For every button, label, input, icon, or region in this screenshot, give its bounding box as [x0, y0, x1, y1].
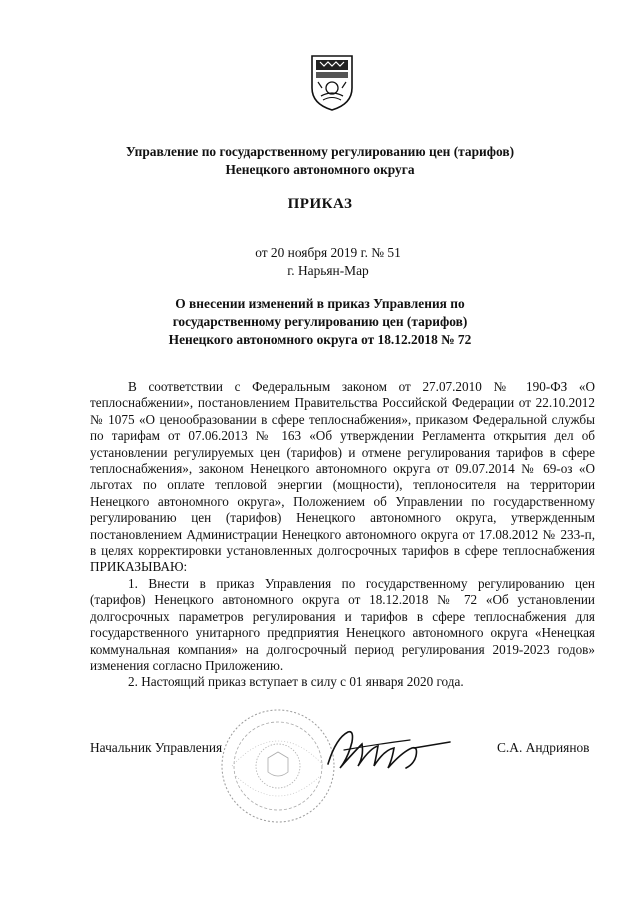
handwritten-signature: [318, 718, 458, 782]
subject-line-2: государственному регулированию цен (тарифов): [172, 314, 468, 329]
place-line: г. Нарьян-Мар: [287, 263, 369, 278]
organization-name: [0, 143, 640, 179]
date-and-place: [8, 244, 640, 280]
org-line-1: Управление по государственному регулированию цен (тарифов): [125, 144, 515, 159]
signatory-name: С.А. Андриянов: [497, 740, 590, 755]
document-type: ПРИКАЗ: [287, 196, 353, 212]
date-line: от 20 ноября 2019 г. № 51: [255, 245, 401, 260]
signatory-title: Начальник Управления: [90, 740, 223, 755]
subject-line-3: Ненецкого автономного округа от 18.12.2018 № 72: [168, 332, 472, 347]
order-item-2: 2. Настоящий приказ вступает в силу с 01 января 2020 года.: [128, 674, 464, 690]
coat-of-arms-icon: [309, 52, 355, 112]
subject-line-1: О внесении изменений в приказ Управления по: [175, 296, 465, 311]
org-line-2: Ненецкого автономного округа: [225, 162, 415, 177]
order-item-1: 1. Внести в приказ Управления по государственному регулированию цен (тарифов) Ненецкого автономного округа от 18.12.2018 № 72 «Об установлении долгосрочных параметров регулирования и тарифов в сфере теплоснабжения для государственного унитарного предприятия Ненецкого автономного округа «Ненецкая коммунальная компания» на долгосрочный период регулирования 2019-2023 годов» изменения согласно Приложению.: [90, 575, 595, 673]
document-body: [90, 379, 595, 691]
document-subject: [0, 295, 640, 349]
preamble-paragraph: В соответствии с Федеральным законом от 27.07.2010 № 190-ФЗ «О теплоснабжении», постановлением Правительства Российской Федерации от 22.10.2012 № 1075 «О ценообразовании в сфере теплоснабжения», приказом Федеральной службы по тарифам от 07.06.2013 № 163 «Об утверждении Регламента открытия дел об установлении регулируемых цен (тарифов) и отмене регулирования тарифов в сфере теплоснабжения», законом Ненецкого автономного округа от 09.07.2014 № 69-оз «О льготах по оплате тепловой энергии (мощности), теплоносителя на территории Ненецкого автономного округа», Положением об Управлении по государственному регулированию цен (тарифов) Ненецкого автономного округа, утвержденным постановлением Администрации Ненецкого автономного округа от 17.08.2012 № 233-п, в целях корректировки установленных долгосрочных тарифов в сфере теплоснабжения ПРИКАЗЫВАЮ:: [90, 379, 595, 575]
